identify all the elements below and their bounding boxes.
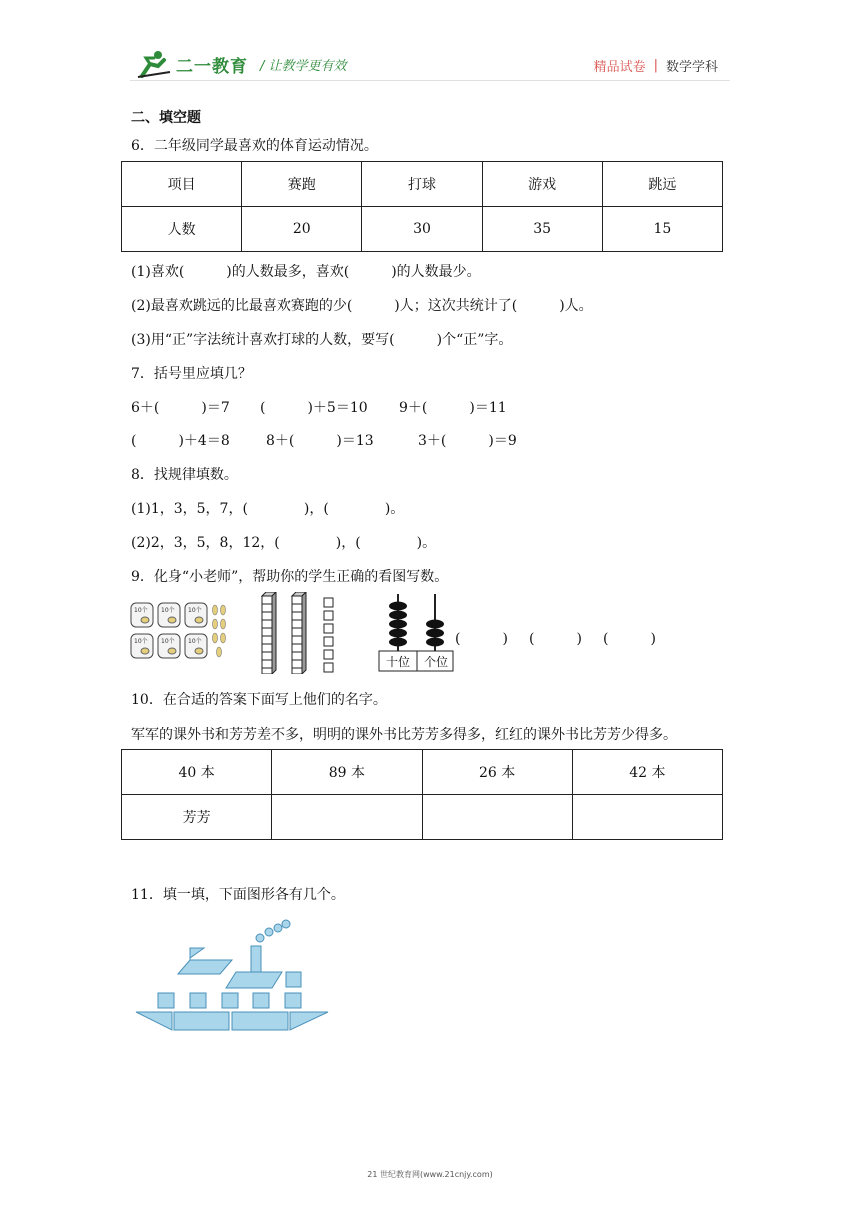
section-title: 二、填空题	[131, 110, 201, 126]
peanut-icons	[213, 605, 226, 657]
q9-title: 9．化身“小老师”，帮助你的学生正确的看图写数。	[131, 569, 449, 585]
q10-description: 军军的课外书和芳芳差不多，明明的课外书比芳芳多得多，红红的课外书比芳芳少得多。	[131, 727, 677, 743]
circle-shape	[256, 934, 264, 942]
square-shape	[190, 993, 206, 1008]
bag-label: 10个	[188, 638, 202, 645]
rectangle-shape	[174, 1012, 229, 1030]
answer-cell[interactable]	[272, 795, 422, 840]
runner-logo-icon	[136, 50, 172, 78]
rectangle-shape	[232, 1012, 288, 1030]
square-shape	[285, 993, 301, 1008]
table-row	[122, 162, 723, 207]
table-cell: 20	[242, 207, 362, 252]
ten-rod-icon	[292, 592, 306, 674]
table-row	[122, 750, 723, 795]
table-row	[122, 795, 723, 840]
brand-logo	[136, 50, 347, 78]
triangle-shape	[136, 1012, 172, 1030]
square-shape	[222, 993, 238, 1008]
cube-rods-figure	[258, 592, 340, 674]
bag-label: 10个	[188, 607, 202, 614]
header-divider	[130, 80, 730, 81]
table-cell: 26 本	[422, 750, 572, 795]
table-cell: 芳芳	[122, 795, 272, 840]
table-cell: 40 本	[122, 750, 272, 795]
parallelogram-shape	[226, 972, 282, 988]
q9-blank-3: ( )	[603, 631, 656, 647]
q8-title: 8．找规律填数。	[131, 467, 238, 483]
q6-part2: (2)最喜欢跳远的比最喜欢赛跑的少( )人；这次共统计了( )人。	[131, 298, 593, 314]
q8-part1: (1)1，3，5，7，( )，( )。	[131, 501, 405, 517]
abacus-tens-label: 十位	[385, 655, 410, 669]
rectangle-shape	[251, 946, 261, 972]
q7-eq6: 3＋( )＝9	[418, 433, 517, 449]
answer-cell[interactable]	[422, 795, 572, 840]
q6-part1: (1)喜欢( )的人数最多，喜欢( )的人数最少。	[131, 264, 481, 280]
table-row	[122, 207, 723, 252]
q7-title: 7．括号里应填几？	[131, 366, 252, 382]
logo-slogan: / 让教学更有效	[260, 58, 347, 74]
q6-part3: (3)用“正”字法统计喜欢打球的人数，要写( )个“正”字。	[131, 332, 513, 348]
tens-beads	[389, 602, 407, 647]
table-cell: 项目	[122, 162, 242, 207]
abacus-ones-label: 个位	[423, 655, 448, 669]
square-shape	[253, 993, 269, 1008]
header-label-subject: 数学学科	[665, 60, 718, 75]
table-cell: 42 本	[572, 750, 722, 795]
bag-label: 10个	[134, 638, 148, 645]
logo-text: 二一教育	[176, 56, 248, 77]
table-cell: 30	[362, 207, 482, 252]
circle-shape	[274, 924, 282, 932]
q7-eq3: 9＋( )＝11	[399, 400, 507, 416]
q10-title: 10．在合适的答案下面写上他们的名字。	[131, 692, 387, 708]
q7-eq2: ( )＋5＝10	[260, 400, 368, 416]
q11-title: 11．填一填，下面图形各有几个。	[131, 887, 345, 903]
q9-blank-2: ( )	[529, 631, 582, 647]
q7-eq5: 8＋( )＝13	[266, 433, 374, 449]
ten-rod-icon	[262, 592, 276, 674]
header-separator: |	[653, 58, 658, 73]
square-shape	[158, 993, 174, 1008]
table-cell: 游戏	[482, 162, 602, 207]
q6-table	[121, 161, 723, 252]
header-subject	[594, 56, 718, 75]
bags-of-ten-figure	[130, 600, 230, 664]
q7-eq1: 6＋( )＝7	[131, 400, 230, 416]
bag-label: 10个	[161, 638, 175, 645]
page-footer: 21 世纪教育网(www.21cnjy.com)	[367, 1170, 493, 1179]
answer-cell[interactable]	[572, 795, 722, 840]
table-cell: 89 本	[272, 750, 422, 795]
bag-label: 10个	[134, 607, 148, 614]
q6-title: 6．二年级同学最喜欢的体育运动情况。	[131, 138, 378, 154]
q9-blank-1: ( )	[455, 631, 508, 647]
table-cell: 赛跑	[242, 162, 362, 207]
triangle-shape	[290, 1012, 328, 1030]
table-cell: 15	[602, 207, 722, 252]
table-cell: 打球	[362, 162, 482, 207]
square-shape	[286, 972, 301, 987]
unit-cubes-icon	[324, 598, 333, 672]
header-label-premium: 精品试卷	[593, 60, 646, 75]
ones-beads	[426, 620, 444, 647]
bag-label: 10个	[161, 607, 175, 614]
parallelogram-shape	[178, 960, 232, 974]
ship-shapes-figure	[134, 914, 334, 1034]
circle-shape	[265, 928, 273, 936]
q10-table	[121, 749, 723, 840]
table-cell: 人数	[122, 207, 242, 252]
triangle-shape	[190, 948, 204, 958]
q8-part2: (2)2，3，5，8，12，( )，( )。	[131, 535, 437, 551]
table-cell: 35	[482, 207, 602, 252]
q7-eq4: ( )＋4＝8	[131, 433, 230, 449]
table-cell: 跳远	[602, 162, 722, 207]
circle-shape	[282, 920, 290, 928]
